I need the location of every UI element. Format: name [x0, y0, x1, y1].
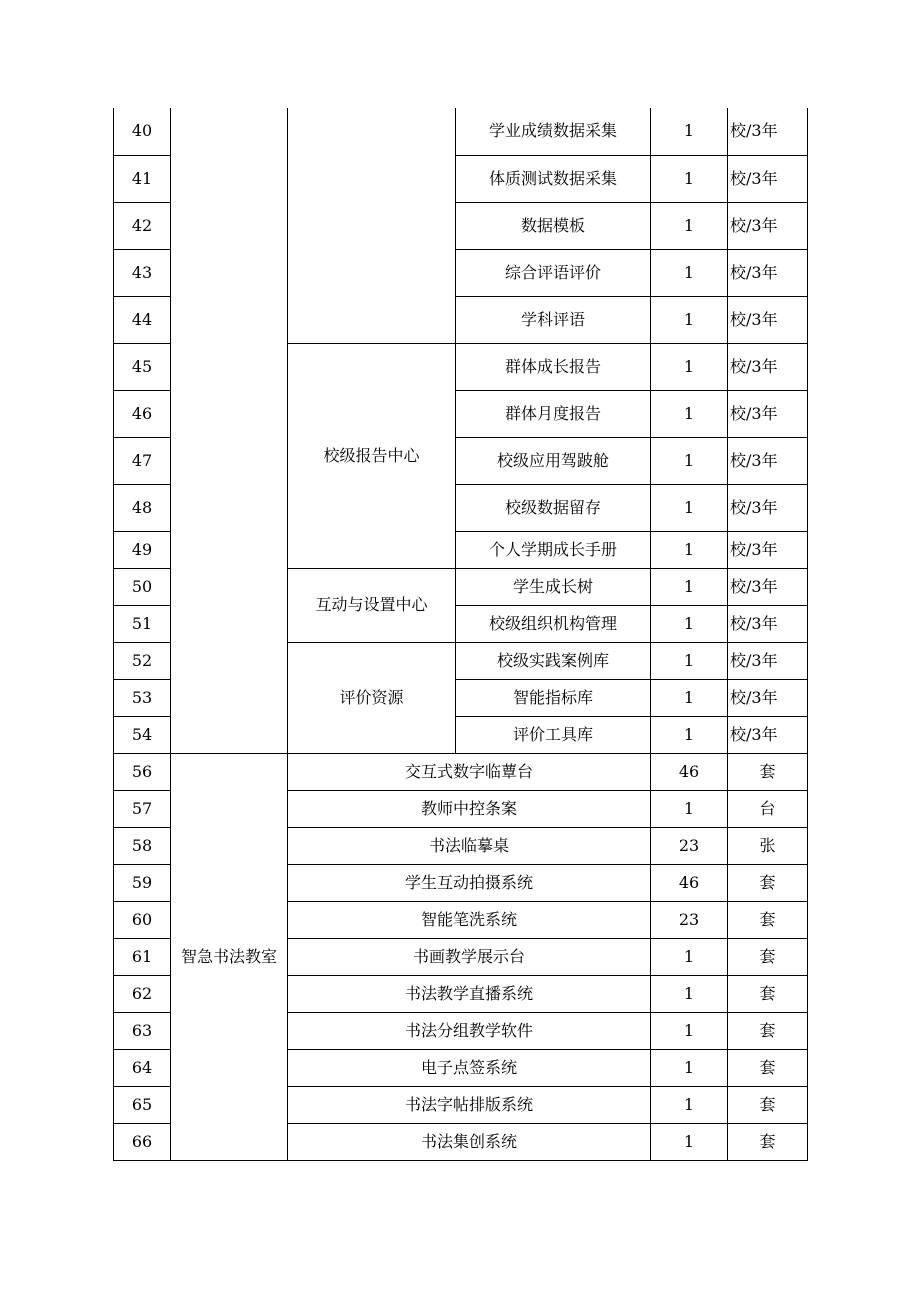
unit-cell: 校/3年 — [728, 108, 808, 155]
row-number-cell: 41 — [114, 155, 171, 202]
subcategory-cell: 评价资源 — [288, 642, 456, 753]
row-number-cell: 43 — [114, 249, 171, 296]
item-name-cell: 学科评语 — [456, 296, 651, 343]
row-number-cell: 50 — [114, 568, 171, 605]
quantity-cell: 1 — [651, 202, 728, 249]
unit-cell: 套 — [728, 1123, 808, 1160]
item-name-cell: 书法字帖排版系统 — [288, 1086, 651, 1123]
unit-cell: 校/3年 — [728, 202, 808, 249]
row-number-cell: 57 — [114, 790, 171, 827]
unit-cell: 校/3年 — [728, 679, 808, 716]
item-name-cell: 教师中控条案 — [288, 790, 651, 827]
item-name-cell: 数据模板 — [456, 202, 651, 249]
unit-cell: 校/3年 — [728, 642, 808, 679]
unit-cell: 校/3年 — [728, 484, 808, 531]
item-name-cell: 个人学期成长手册 — [456, 531, 651, 568]
row-number-cell: 56 — [114, 753, 171, 790]
item-name-cell: 学生成长树 — [456, 568, 651, 605]
row-number-cell: 48 — [114, 484, 171, 531]
quantity-cell: 1 — [651, 484, 728, 531]
item-name-cell: 体质测试数据采集 — [456, 155, 651, 202]
item-name-cell: 评价工具库 — [456, 716, 651, 753]
row-number-cell: 64 — [114, 1049, 171, 1086]
unit-cell: 校/3年 — [728, 249, 808, 296]
row-number-cell: 61 — [114, 938, 171, 975]
unit-cell: 校/3年 — [728, 716, 808, 753]
quantity-cell: 46 — [651, 864, 728, 901]
row-number-cell: 47 — [114, 437, 171, 484]
item-name-cell: 智能指标库 — [456, 679, 651, 716]
row-number-cell: 40 — [114, 108, 171, 155]
item-name-cell: 电子点签系统 — [288, 1049, 651, 1086]
quantity-cell: 1 — [651, 975, 728, 1012]
item-name-cell: 书法集创系统 — [288, 1123, 651, 1160]
quantity-cell: 1 — [651, 1123, 728, 1160]
item-name-cell: 群体月度报告 — [456, 390, 651, 437]
row-number-cell: 42 — [114, 202, 171, 249]
row-number-cell: 60 — [114, 901, 171, 938]
item-name-cell: 书法分组教学软件 — [288, 1012, 651, 1049]
unit-cell: 校/3年 — [728, 437, 808, 484]
unit-cell: 套 — [728, 975, 808, 1012]
unit-cell: 套 — [728, 864, 808, 901]
subcategory-cell — [288, 108, 456, 343]
row-number-cell: 49 — [114, 531, 171, 568]
quantity-cell: 1 — [651, 343, 728, 390]
quantity-cell: 1 — [651, 296, 728, 343]
equipment-table — [113, 108, 808, 1161]
row-number-cell: 65 — [114, 1086, 171, 1123]
quantity-cell: 1 — [651, 642, 728, 679]
table-row — [114, 108, 808, 155]
quantity-cell: 46 — [651, 753, 728, 790]
quantity-cell: 1 — [651, 1086, 728, 1123]
item-name-cell: 校级应用驾跛舱 — [456, 437, 651, 484]
item-name-cell: 学生互动拍摄系统 — [288, 864, 651, 901]
quantity-cell: 1 — [651, 1049, 728, 1086]
item-name-cell: 书画教学展示台 — [288, 938, 651, 975]
table-body — [114, 108, 808, 1160]
item-name-cell: 学业成绩数据采集 — [456, 108, 651, 155]
row-number-cell: 62 — [114, 975, 171, 1012]
row-number-cell: 51 — [114, 605, 171, 642]
row-number-cell: 66 — [114, 1123, 171, 1160]
category-cell: 智急书法教室 — [171, 753, 288, 1160]
row-number-cell: 63 — [114, 1012, 171, 1049]
item-name-cell: 书法教学直播系统 — [288, 975, 651, 1012]
category-cell — [171, 108, 288, 753]
unit-cell: 套 — [728, 938, 808, 975]
quantity-cell: 1 — [651, 790, 728, 827]
quantity-cell: 1 — [651, 390, 728, 437]
unit-cell: 张 — [728, 827, 808, 864]
unit-cell: 校/3年 — [728, 343, 808, 390]
row-number-cell: 58 — [114, 827, 171, 864]
quantity-cell: 1 — [651, 716, 728, 753]
unit-cell: 套 — [728, 753, 808, 790]
item-name-cell: 群体成长报告 — [456, 343, 651, 390]
item-name-cell: 校级组织机构管理 — [456, 605, 651, 642]
item-name-cell: 综合评语评价 — [456, 249, 651, 296]
row-number-cell: 52 — [114, 642, 171, 679]
unit-cell: 套 — [728, 1086, 808, 1123]
row-number-cell: 54 — [114, 716, 171, 753]
unit-cell: 校/3年 — [728, 155, 808, 202]
row-number-cell: 46 — [114, 390, 171, 437]
item-name-cell: 校级实践案例库 — [456, 642, 651, 679]
unit-cell: 校/3年 — [728, 390, 808, 437]
unit-cell: 套 — [728, 901, 808, 938]
quantity-cell: 1 — [651, 1012, 728, 1049]
quantity-cell: 1 — [651, 531, 728, 568]
item-name-cell: 交互式数字临蕈台 — [288, 753, 651, 790]
item-name-cell: 智能笔洗系统 — [288, 901, 651, 938]
unit-cell: 校/3年 — [728, 568, 808, 605]
subcategory-cell: 校级报告中心 — [288, 343, 456, 568]
quantity-cell: 23 — [651, 901, 728, 938]
quantity-cell: 23 — [651, 827, 728, 864]
unit-cell: 校/3年 — [728, 531, 808, 568]
table-row — [114, 753, 808, 790]
quantity-cell: 1 — [651, 605, 728, 642]
item-name-cell: 书法临摹桌 — [288, 827, 651, 864]
subcategory-cell: 互动与设置中心 — [288, 568, 456, 642]
quantity-cell: 1 — [651, 249, 728, 296]
quantity-cell: 1 — [651, 155, 728, 202]
row-number-cell: 44 — [114, 296, 171, 343]
unit-cell: 校/3年 — [728, 296, 808, 343]
row-number-cell: 45 — [114, 343, 171, 390]
unit-cell: 台 — [728, 790, 808, 827]
unit-cell: 套 — [728, 1049, 808, 1086]
item-name-cell: 校级数据留存 — [456, 484, 651, 531]
quantity-cell: 1 — [651, 437, 728, 484]
row-number-cell: 53 — [114, 679, 171, 716]
row-number-cell: 59 — [114, 864, 171, 901]
quantity-cell: 1 — [651, 568, 728, 605]
quantity-cell: 1 — [651, 679, 728, 716]
quantity-cell: 1 — [651, 108, 728, 155]
unit-cell: 套 — [728, 1012, 808, 1049]
quantity-cell: 1 — [651, 938, 728, 975]
unit-cell: 校/3年 — [728, 605, 808, 642]
